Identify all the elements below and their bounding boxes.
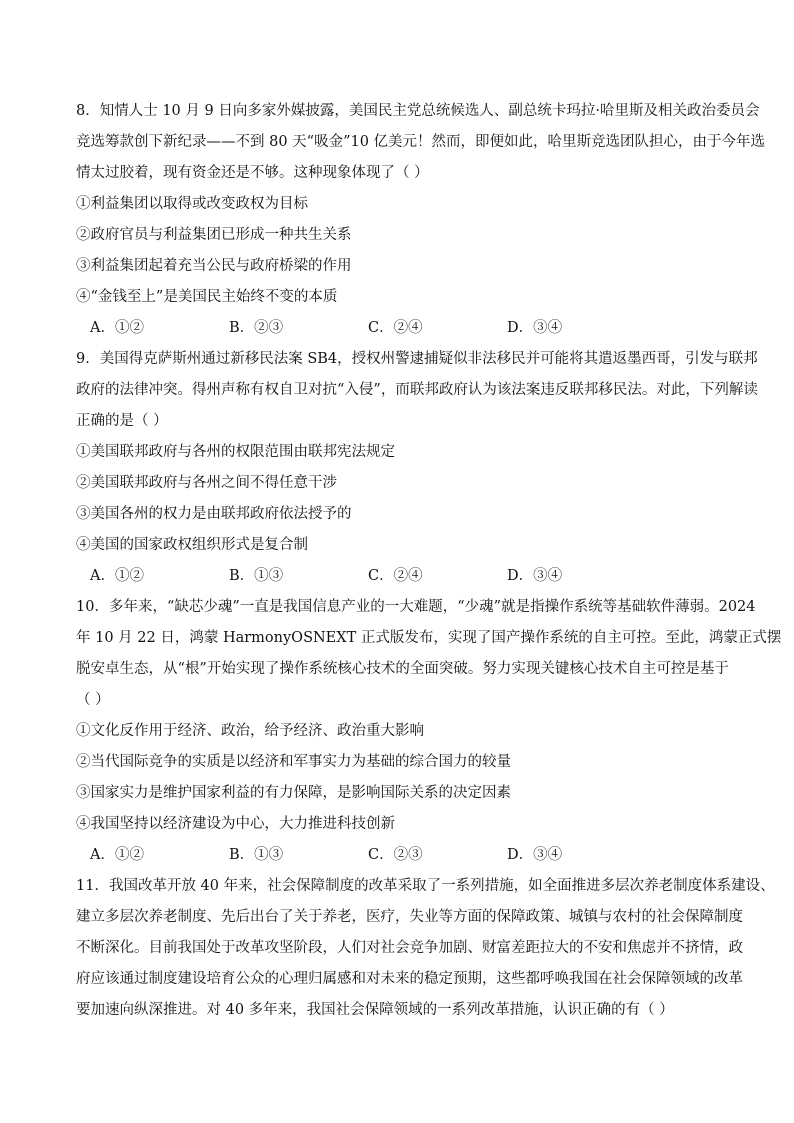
question-11	[76, 871, 775, 1026]
answer-choices	[76, 561, 724, 592]
stem-line: 9．美国得克萨斯州通过新移民法案 SB4，授权州警逮捕疑似非法移民并可能将其遣返墨西哥，引发与联邦	[76, 351, 758, 367]
option-statement: ①利益集团以取得或改变政权为目标	[76, 196, 308, 212]
stem-line: 政府的法律冲突。得州声称有权自卫对抗“入侵”，而联邦政府认为该法案违反联邦移民法。对此，下列解读	[76, 382, 758, 398]
option-statement: ②当代国际竞争的实质是以经济和军事实力为基础的综合国力的较量	[76, 754, 511, 770]
choice-a: A．①②	[90, 568, 144, 584]
choice-a: A．①②	[90, 847, 144, 863]
stem-line: 府应该通过制度建设培育公众的心理归属感和对未来的稳定预期，这些都呼唤我国在社会保障领域的改革	[76, 971, 743, 987]
stem-line: 11．我国改革开放 40 年来，社会保障制度的改革采取了一系列措施，如全面推进多层次养老制度体系建设、	[76, 878, 775, 894]
question-stem	[76, 344, 758, 437]
question-8	[76, 96, 766, 344]
choice-c: C．②④	[368, 320, 423, 336]
stem-line: 情太过胶着，现有资金还是不够。这种现象体现了（ ）	[76, 165, 429, 181]
choice-b: B．②③	[229, 320, 284, 336]
option-statement: ③利益集团起着充当公民与政府桥梁的作用	[76, 258, 352, 274]
stem-line: 10．多年来，“缺芯少魂”一直是我国信息产业的一大难题，“少魂”就是指操作系统等基础软件薄弱。2024	[76, 599, 756, 615]
option-statement: ③国家实力是维护国家利益的有力保障，是影响国际关系的决定因素	[76, 785, 511, 801]
choice-d: D．③④	[507, 568, 563, 584]
stem-line: 不断深化。目前我国处于改革攻坚阶段，人们对社会竞争加剧、财富差距拉大的不安和焦虑并不挤情，政	[76, 940, 743, 956]
question-10	[76, 592, 782, 871]
choice-c: C．②③	[368, 847, 423, 863]
question-stem	[76, 592, 782, 716]
question-9	[76, 344, 758, 592]
stem-line: 年 10 月 22 日，鸿蒙 HarmonyOSNEXT 正式版发布，实现了国产操作系统的自主可控。至此，鸿蒙正式摆	[76, 630, 782, 646]
option-statement: ②政府官员与利益集团已形成一种共生关系	[76, 227, 352, 243]
choice-c: C．②④	[368, 568, 423, 584]
option-statement: ④我国坚持以经济建设为中心，大力推进科技创新	[76, 816, 395, 832]
choice-b: B．①③	[229, 568, 284, 584]
question-stem	[76, 96, 766, 189]
question-stem	[76, 871, 775, 1026]
choice-d: D．③④	[507, 847, 563, 863]
option-statement: ③美国各州的权力是由联邦政府依法授予的	[76, 506, 352, 522]
stem-line: 建立多层次养老制度、先后出台了关于养老，医疗，失业等方面的保障政策、城镇与农村的社会保障制度	[76, 909, 743, 925]
answer-choices	[76, 840, 724, 871]
stem-line: （ ）	[76, 692, 110, 708]
option-statement: ④“金钱至上”是美国民主始终不变的本质	[76, 289, 338, 305]
answer-choices	[76, 313, 724, 344]
choice-d: D．③④	[507, 320, 563, 336]
stem-line: 8．知情人士 10 月 9 日向多家外媒披露，美国民主党总统候选人、副总统卡玛拉·哈里斯及相关政治委员会	[76, 103, 760, 119]
option-statement: ①文化反作用于经济、政治，给予经济、政治重大影响	[76, 723, 424, 739]
stem-line: 脱安卓生态，从“根”开始实现了操作系统核心技术的全面突破。努力实现关键核心技术自主可控是基于	[76, 661, 729, 677]
choice-b: B．①③	[229, 847, 284, 863]
stem-line: 正确的是（ ）	[76, 413, 168, 429]
option-statement: ①美国联邦政府与各州的权限范围由联邦宪法规定	[76, 444, 395, 460]
option-statement: ②美国联邦政府与各州之间不得任意干涉	[76, 475, 337, 491]
stem-line: 要加速向纵深推进。对 40 多年来，我国社会保障领域的一系列改革措施，认识正确的有（ ）	[76, 1002, 674, 1018]
choice-a: A．①②	[90, 320, 144, 336]
option-statement: ④美国的国家政权组织形式是复合制	[76, 537, 308, 553]
stem-line: 竞选筹款创下新纪录——不到 80 天“吸金”10 亿美元！然而，即便如此，哈里斯竞选团队担心，由于今年选	[76, 134, 766, 150]
